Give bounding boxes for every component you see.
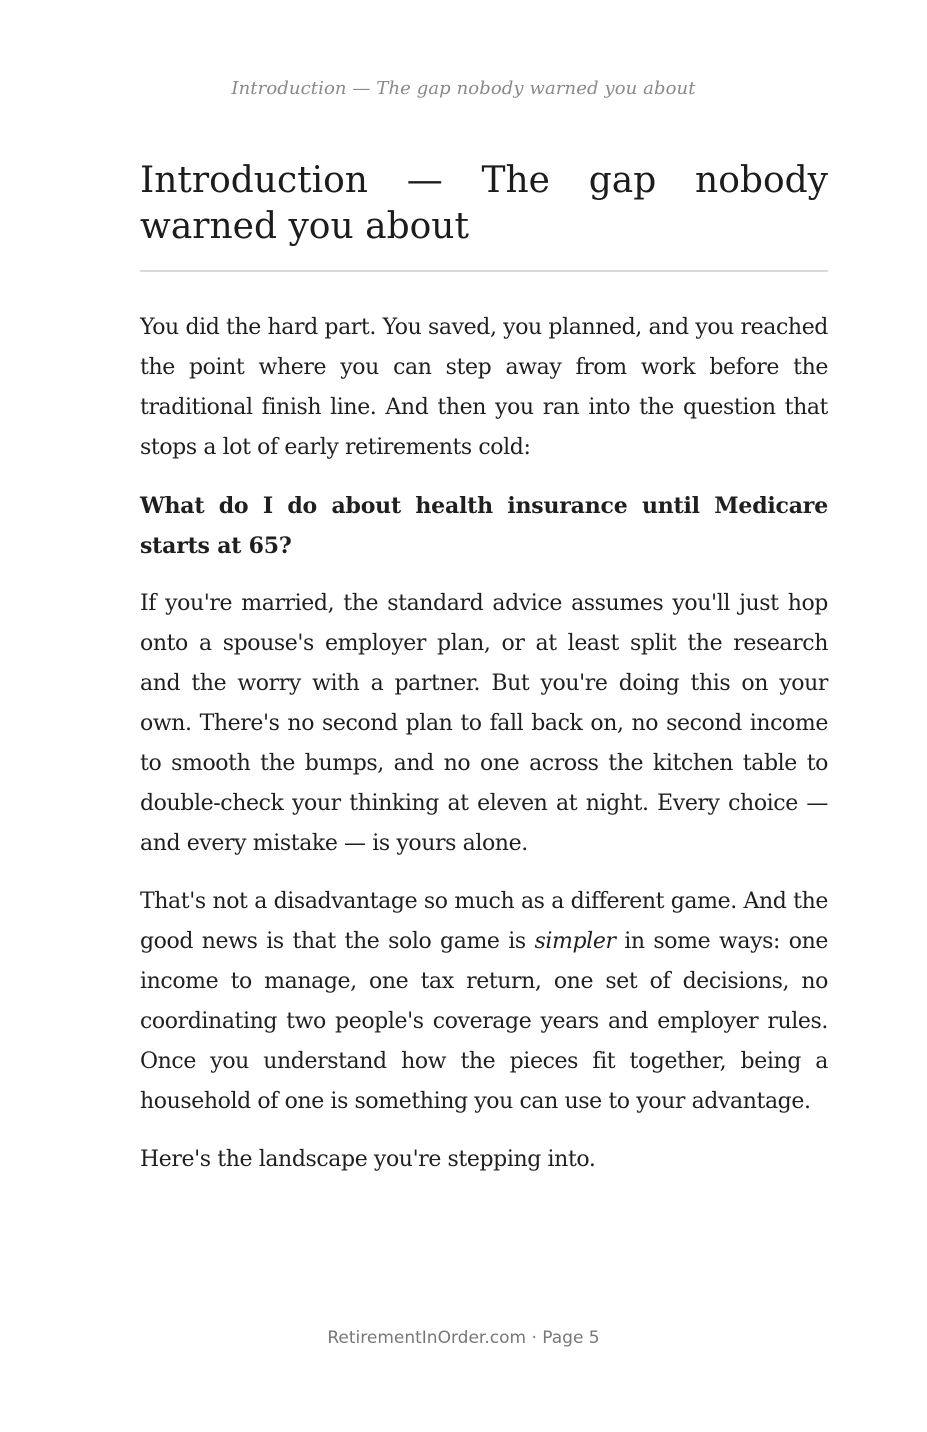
page-footer: RetirementInOrder.com · Page 5 bbox=[327, 1328, 600, 1348]
running-header: Introduction — The gap nobody warned you about bbox=[231, 78, 696, 99]
paragraph-landscape: Here's the landscape you're stepping into. bbox=[140, 1147, 596, 1172]
page-content bbox=[140, 158, 828, 1198]
chapter-title: Introduction — The gap nobody warned you about bbox=[140, 158, 828, 272]
body-text bbox=[140, 308, 828, 1180]
paragraph-text: That's not a disadvantage so much as a different game. And the good news is that the solo game is bbox=[140, 889, 828, 954]
key-question: What do I do about health insurance until Medicare starts at 65? bbox=[140, 493, 828, 559]
paragraph-text: in some ways: one income to manage, one tax return, one set of decisions, no coordinating two people's coverage years and employer rules. Once you understand how the pieces fit together, being a household of one is something you can use to your advantage. bbox=[140, 929, 828, 1114]
paragraph-solo-game bbox=[140, 882, 828, 1122]
paragraph-married-advice: If you're married, the standard advice assumes you'll just hop onto a spouse's employer plan, or at least split the research and the worry with a partner. But you're doing this on your own. There's no second plan to fall back on, no second income to smooth the bumps, and no one across the kitchen table to double-check your thinking at eleven at night. Every choice — and every mistake — is yours alone. bbox=[140, 591, 828, 856]
paragraph-intro: You did the hard part. You saved, you planned, and you reached the point where you can step away from work before the traditional finish line. And then you ran into the question that stops a lot of early retirements cold: bbox=[140, 315, 828, 460]
emphasis-text: simpler bbox=[534, 929, 616, 954]
